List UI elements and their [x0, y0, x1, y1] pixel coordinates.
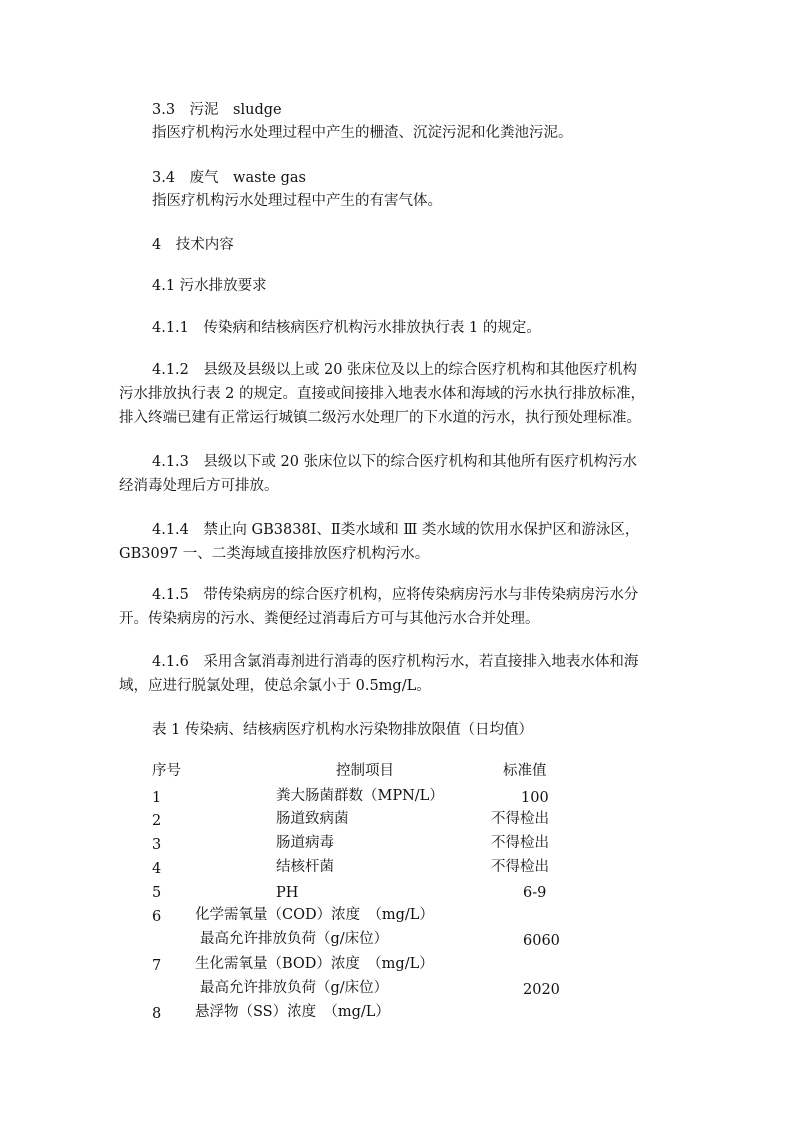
table-cell-seq: 3: [152, 837, 162, 853]
section-4-1-6-line1: 4.1.6 采用含氯消毒剂进行消毒的医疗机构污水，若直接排入地表水体和海: [152, 654, 639, 670]
table-cell-item: 粪大肠菌群数（MPN/L）: [276, 788, 444, 804]
table-cell-seq: 4: [152, 861, 162, 877]
table-cell-value: 100: [521, 790, 549, 806]
section-4-1-2-line3: 排入终端已建有正常运行城镇二级污水处理厂的下水道的污水，执行预处理标准。: [119, 410, 641, 426]
table-cell-item: 肠道致病菌: [276, 811, 349, 827]
table-cell-seq: 6: [152, 909, 162, 925]
section-4-heading: 4 技术内容: [152, 237, 234, 253]
table-cell-value: 2020: [523, 982, 560, 998]
section-4-1-2-line1: 4.1.2 县级及县级以上或 20 张床位及以上的综合医疗机构和其他医疗机构: [152, 362, 638, 378]
table-header-item: 控制项目: [336, 763, 394, 779]
section-4-1-6-line2: 域，应进行脱氯处理，使总余氯小于 0.5mg/L。: [119, 678, 431, 694]
section-4-1-4-line1: 4.1.4 禁止向 GB3838Ⅰ、Ⅱ类水域和 Ⅲ 类水域的饮用水保护区和游泳区，: [152, 522, 640, 538]
table-cell-seq: 8: [152, 1006, 162, 1022]
section-3-3-heading: 3.3 污泥 sludge: [152, 102, 282, 118]
table-cell-item: 悬浮物（SS）浓度 （mg/L）: [195, 1004, 390, 1020]
table-cell-item: PH: [276, 885, 299, 901]
table-cell-value: 不得检出: [491, 811, 549, 827]
section-4-1-5-line2: 开。传染病房的污水、粪便经过消毒后方可与其他污水合并处理。: [119, 611, 540, 627]
section-4-1-5-line1: 4.1.5 带传染病房的综合医疗机构，应将传染病房污水与非传染病房污水分: [152, 587, 639, 603]
section-4-1-4-line2: GB3097 一、二类海域直接排放医疗机构污水。: [119, 546, 430, 562]
table-header-value: 标准值: [503, 763, 547, 779]
table-cell-seq: 2: [152, 813, 162, 829]
table-cell-seq: 1: [152, 790, 162, 806]
table-cell-item: 肠道病毒: [276, 835, 334, 851]
table-cell-item: 结核杆菌: [276, 859, 334, 875]
table-cell-value: 6-9: [523, 885, 547, 901]
table-cell-item: 化学需氧量（COD）浓度 （mg/L）: [195, 907, 434, 923]
table-cell-seq: 7: [152, 958, 162, 974]
section-4-1-3-line2: 经消毒处理后方可排放。: [119, 478, 279, 494]
table-cell-value: 不得检出: [491, 835, 549, 851]
table-cell-subitem: 最高允许排放负荷（g/床位）: [200, 980, 389, 996]
section-3-4-heading: 3.4 废气 waste gas: [152, 170, 306, 186]
table-cell-value: 不得检出: [491, 859, 549, 875]
section-4-1-3-line1: 4.1.3 县级以下或 20 张床位以下的综合医疗机构和其他所有医疗机构污水: [152, 454, 638, 470]
table-cell-item: 生化需氧量（BOD）浓度 （mg/L）: [195, 956, 434, 972]
section-4-1-heading: 4.1 污水排放要求: [152, 278, 267, 294]
table-cell-subitem: 最高允许排放负荷（g/床位）: [200, 931, 389, 947]
section-4-1-1: 4.1.1 传染病和结核病医疗机构污水排放执行表 1 的规定。: [152, 320, 541, 336]
section-3-4-body: 指医疗机构污水处理过程中产生的有害气体。: [152, 193, 442, 209]
table-1-caption: 表 1 传染病、结核病医疗机构水污染物排放限值（日均值）: [152, 722, 533, 738]
table-cell-seq: 5: [152, 885, 162, 901]
section-3-3-body: 指医疗机构污水处理过程中产生的栅渣、沉淀污泥和化粪池污泥。: [152, 125, 573, 141]
table-header-seq: 序号: [152, 763, 181, 779]
section-4-1-2-line2: 污水排放执行表 2 的规定。直接或间接排入地表水体和海域的污水执行排放标准，: [119, 386, 645, 402]
table-cell-value: 6060: [523, 933, 560, 949]
